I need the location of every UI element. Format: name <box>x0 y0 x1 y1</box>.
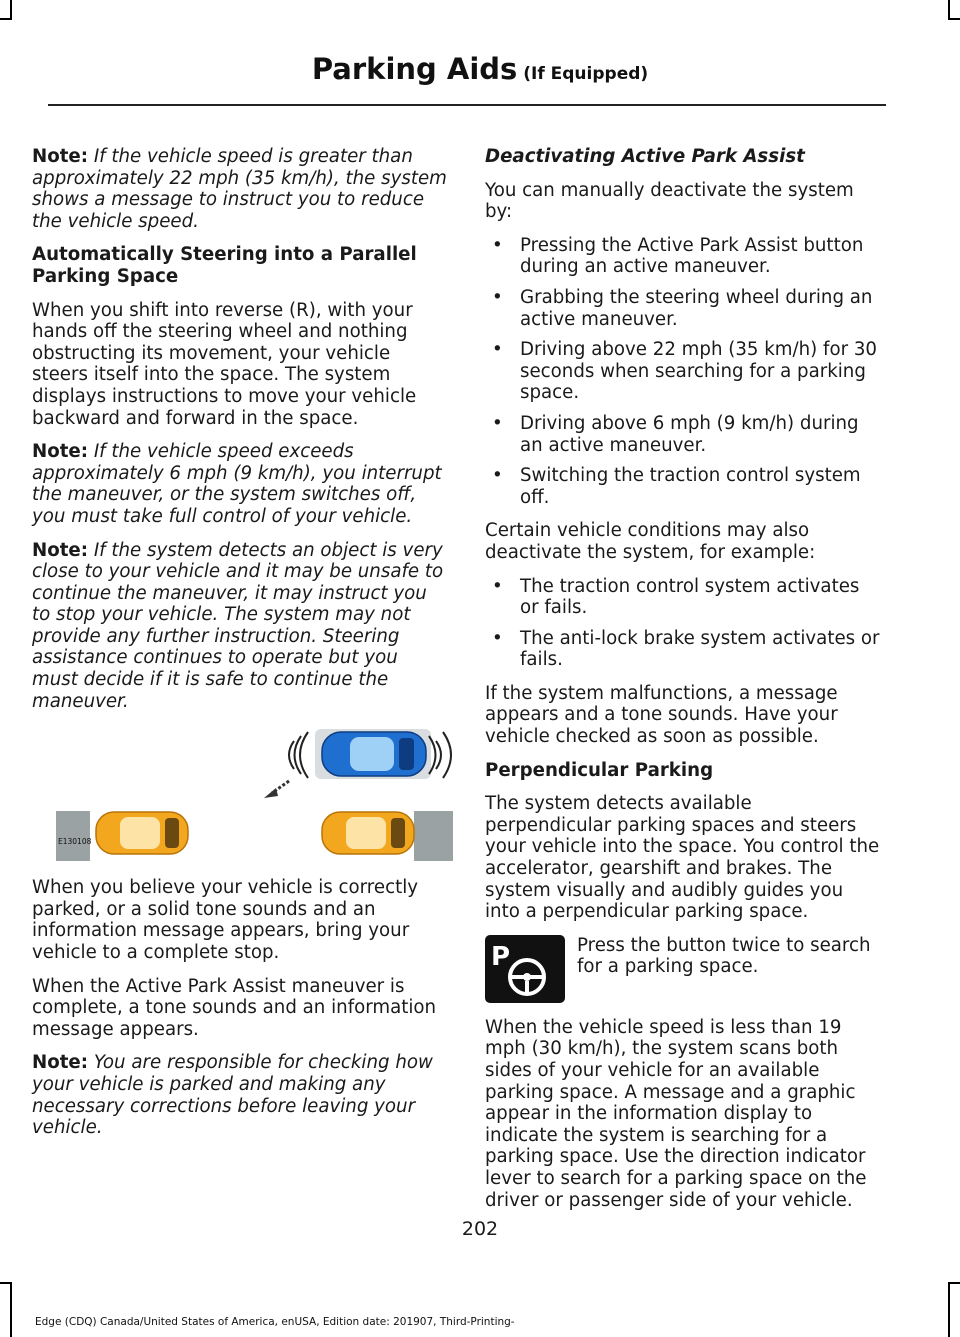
page-title-main: Parking Aids <box>311 52 518 86</box>
right-column <box>485 146 881 1223</box>
list-item <box>485 413 881 456</box>
note-object-detected <box>32 540 448 713</box>
note-speed-exceeds <box>32 441 448 527</box>
bullet: • <box>492 412 503 434</box>
parallel-parking-illustration <box>32 724 453 861</box>
paragraph-scan-speed: When the vehicle speed is less than 19 mph (30 km/h), the system scans both sides of your vehicle for an available parking space. A message and a graphic appear in the information display to indicate the system is searching for a parking space. Use the direction indicator lever to search for a parking space on the driver or passenger side of your vehicle. <box>485 1016 867 1211</box>
parking-diagram-svg <box>32 724 453 861</box>
note-label: Note: <box>32 146 89 167</box>
parked-car-right <box>322 812 414 854</box>
list-item <box>485 465 881 508</box>
bullet: • <box>492 465 503 487</box>
crop-mark <box>948 0 950 18</box>
bullet: • <box>492 234 503 256</box>
note-text: If the vehicle speed exceeds approximately 6 mph (9 km/h), you interrupt the maneuver, or the system switches off, you must take full control of your vehicle. <box>32 441 442 527</box>
crop-mark <box>10 0 12 18</box>
curb-left <box>56 811 90 861</box>
conditions-list <box>485 576 881 671</box>
list-item-text: Driving above 6 mph (9 km/h) during an active maneuver. <box>520 412 859 456</box>
bullet: • <box>492 627 503 649</box>
button-instruction-text: Press the button twice to search for a parking space. <box>577 934 871 978</box>
curb-right <box>414 811 453 861</box>
park-assist-button-icon <box>485 935 565 1003</box>
crop-mark <box>948 18 960 20</box>
note-speed-limit <box>32 146 448 232</box>
list-item <box>485 576 881 619</box>
reverse-direction-arrow <box>264 781 289 798</box>
list-item-text: Pressing the Active Park Assist button during an active maneuver. <box>520 234 864 278</box>
left-column <box>32 146 448 1151</box>
list-item-text: Driving above 22 mph (35 km/h) for 30 seconds when searching for a parking space. <box>520 339 877 404</box>
note-label: Note: <box>32 539 89 561</box>
note-text: If the vehicle speed is greater than approximately 22 mph (35 km/h), the system shows a message to instruct you to reduce the vehicle speed. <box>32 146 447 232</box>
deactivate-list <box>485 235 881 509</box>
paragraph-perpendicular: The system detects available perpendicular parking spaces and steers your vehicle into the space. You control the accelerator, gearshift and brakes. The system visually and audibly guides you into a perpendicular parking space. <box>485 793 880 923</box>
list-item <box>485 287 881 330</box>
paragraph-manual-deactivate: You can manually deactivate the system by: <box>485 179 854 223</box>
sensor-waves-left <box>289 732 308 778</box>
section-heading-perpendicular: Perpendicular Parking <box>485 759 714 781</box>
list-item-text: The anti-lock brake system activates or fails. <box>520 627 880 671</box>
footer-edition: Edge (CDQ) Canada/United States of America, enUSA, Edition date: 201907, Third-Printing- <box>35 1316 515 1328</box>
note-text: You are responsible for checking how your vehicle is parked and making any necessary corrections before leaving your vehicle. <box>32 1052 433 1139</box>
section-heading-parallel: Automatically Steering into a Parallel Parking Space <box>32 244 417 287</box>
list-item-text: Switching the traction control system off. <box>520 465 861 508</box>
note-label: Note: <box>32 1052 89 1074</box>
note-text: If the system detects an object is very close to your vehicle and it may be unsafe to continue the maneuver, it may instruct you to stop your vehicle. The system may not provide any further instruction. Steering assistance continues to operate but you must decide if it is safe to continue the maneuver. <box>32 539 444 712</box>
page-title <box>0 52 960 86</box>
crop-mark <box>10 1282 12 1337</box>
note-label: Note: <box>32 441 89 463</box>
active-car <box>315 729 431 779</box>
header-divider <box>48 104 886 106</box>
list-item-text: Grabbing the steering wheel during an active maneuver. <box>520 286 873 330</box>
list-item-text: The traction control system activates or fails. <box>520 575 860 619</box>
crop-mark <box>0 1282 12 1284</box>
parked-car-left <box>96 812 188 854</box>
crop-mark <box>948 1282 960 1284</box>
crop-mark <box>948 1282 950 1337</box>
list-item <box>485 628 881 671</box>
note-responsibility <box>32 1052 448 1138</box>
page-number: 202 <box>461 1218 499 1240</box>
list-item <box>485 339 881 404</box>
paragraph-maneuver-complete: When the Active Park Assist maneuver is complete, a tone sounds and an information message appears. <box>32 975 437 1040</box>
paragraph-reverse: When you shift into reverse (R), with your hands off the steering wheel and nothing obstructing its movement, your vehicle steers itself into the space. The system displays instructions to move your vehicle backward and forward in the space. <box>32 299 417 429</box>
button-instruction <box>485 935 881 1003</box>
sensor-waves-right <box>429 732 451 778</box>
figure-code: E130108 <box>58 837 92 847</box>
park-letter: P <box>491 941 511 972</box>
crop-mark <box>0 18 12 20</box>
bullet: • <box>492 339 503 361</box>
bullet: • <box>492 286 503 308</box>
page-title-subtitle: (If Equipped) <box>517 64 649 84</box>
bullet: • <box>492 575 503 597</box>
paragraph-vehicle-conditions: Certain vehicle conditions may also deactivate the system, for example: <box>485 520 816 563</box>
list-item <box>485 235 881 278</box>
paragraph-correctly-parked: When you believe your vehicle is correctly parked, or a solid tone sounds and an information message appears, bring your vehicle to a complete stop. <box>32 877 419 964</box>
paragraph-malfunction: If the system malfunctions, a message appears and a tone sounds. Have your vehicle checked as soon as possible. <box>485 682 838 748</box>
section-heading-deactivating: Deactivating Active Park Assist <box>485 146 805 167</box>
